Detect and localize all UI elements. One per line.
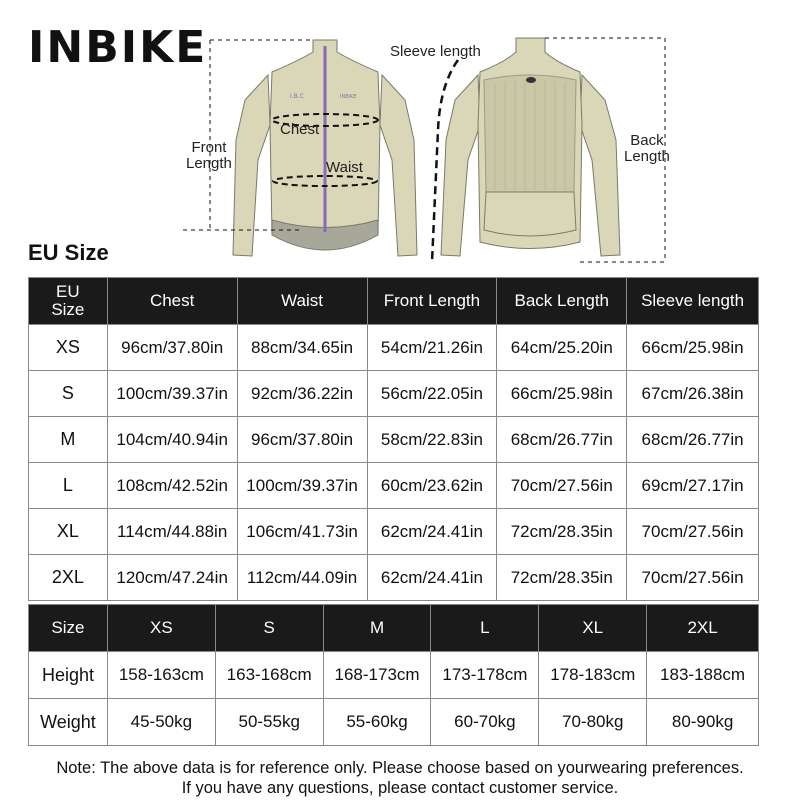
- table-row: [29, 371, 759, 417]
- header-cell: Chest: [107, 278, 237, 325]
- table-cell: 54cm/21.26in: [367, 325, 497, 371]
- table-cell: 96cm/37.80in: [237, 417, 367, 463]
- note-line-2: If you have any questions, please contact customer service.: [181, 779, 619, 797]
- table-row: [29, 699, 759, 746]
- table-cell: 168-173cm: [323, 652, 431, 699]
- table-cell: 55-60kg: [323, 699, 431, 746]
- header-cell: Front Length: [367, 278, 497, 325]
- table-cell: 100cm/39.37in: [107, 371, 237, 417]
- table-cell: 106cm/41.73in: [237, 509, 367, 555]
- size-cell: 2XL: [29, 555, 108, 601]
- row-label: Weight: [29, 699, 108, 746]
- table-cell: 68cm/26.77in: [497, 417, 627, 463]
- header-cell: XL: [539, 605, 647, 652]
- brand-logo: INBIKE: [28, 22, 208, 73]
- table-cell: 108cm/42.52in: [107, 463, 237, 509]
- chest-label: Chest: [280, 121, 320, 138]
- table-cell: 62cm/24.41in: [367, 509, 497, 555]
- size-cell: XS: [29, 325, 108, 371]
- table-cell: 70cm/27.56in: [497, 463, 627, 509]
- table-cell: 70-80kg: [539, 699, 647, 746]
- size-cell: L: [29, 463, 108, 509]
- header-cell: M: [323, 605, 431, 652]
- front-length-label: Front Length: [186, 139, 232, 172]
- back-length-label: Back Length: [624, 132, 670, 165]
- table-cell: 70cm/27.56in: [627, 509, 759, 555]
- table-cell: 60cm/23.62in: [367, 463, 497, 509]
- size-cell: XL: [29, 509, 108, 555]
- header-cell: Size: [29, 605, 108, 652]
- table-cell: 66cm/25.98in: [627, 325, 759, 371]
- table-row: [29, 325, 759, 371]
- table-cell: 56cm/22.05in: [367, 371, 497, 417]
- table-cell: 96cm/37.80in: [107, 325, 237, 371]
- table-cell: 62cm/24.41in: [367, 555, 497, 601]
- table-cell: 178-183cm: [539, 652, 647, 699]
- table-cell: 69cm/27.17in: [627, 463, 759, 509]
- table-cell: 104cm/40.94in: [107, 417, 237, 463]
- header-cell: Sleeve length: [627, 278, 759, 325]
- jersey-illustration: [0, 30, 800, 270]
- table-cell: 67cm/26.38in: [627, 371, 759, 417]
- header-cell: Back Length: [497, 278, 627, 325]
- table-cell: 88cm/34.65in: [237, 325, 367, 371]
- table-cell: 72cm/28.35in: [497, 509, 627, 555]
- table-cell: 50-55kg: [215, 699, 323, 746]
- sleeve-length-label: Sleeve length: [390, 43, 481, 60]
- table-cell: 58cm/22.83in: [367, 417, 497, 463]
- table-cell: 92cm/36.22in: [237, 371, 367, 417]
- table-cell: 70cm/27.56in: [627, 555, 759, 601]
- table-cell: 100cm/39.37in: [237, 463, 367, 509]
- table-cell: 45-50kg: [107, 699, 215, 746]
- body-size-table: [28, 604, 759, 746]
- table-cell: 173-178cm: [431, 652, 539, 699]
- header-cell: 2XL: [647, 605, 759, 652]
- table-row: [29, 417, 759, 463]
- header-cell: S: [215, 605, 323, 652]
- row-label: Height: [29, 652, 108, 699]
- table-cell: 64cm/25.20in: [497, 325, 627, 371]
- header-cell: XS: [107, 605, 215, 652]
- eu-size-table-header: [29, 278, 759, 325]
- table-cell: 158-163cm: [107, 652, 215, 699]
- body-size-table-header: [29, 605, 759, 652]
- eu-size-title: EU Size: [28, 240, 109, 265]
- table-row: [29, 555, 759, 601]
- size-cell: M: [29, 417, 108, 463]
- table-cell: 60-70kg: [431, 699, 539, 746]
- table-cell: 183-188cm: [647, 652, 759, 699]
- size-cell: S: [29, 371, 108, 417]
- header-cell: Waist: [237, 278, 367, 325]
- table-cell: 66cm/25.98in: [497, 371, 627, 417]
- table-cell: 114cm/44.88in: [107, 509, 237, 555]
- waist-label: Waist: [326, 159, 363, 176]
- header-cell: EU Size: [29, 278, 108, 325]
- table-cell: 163-168cm: [215, 652, 323, 699]
- table-cell: 80-90kg: [647, 699, 759, 746]
- jersey-print-left: I.B.C: [290, 93, 304, 100]
- table-row: [29, 652, 759, 699]
- eu-size-table: [28, 277, 759, 601]
- note-line-1: Note: The above data is for reference only. Please choose based on yourwearing preferences.: [56, 759, 744, 777]
- table-cell: 112cm/44.09in: [237, 555, 367, 601]
- jersey-print-right: INBIKE: [340, 94, 357, 100]
- table-row: [29, 463, 759, 509]
- table-cell: 120cm/47.24in: [107, 555, 237, 601]
- table-cell: 72cm/28.35in: [497, 555, 627, 601]
- table-cell: 68cm/26.77in: [627, 417, 759, 463]
- header-cell: L: [431, 605, 539, 652]
- table-row: [29, 509, 759, 555]
